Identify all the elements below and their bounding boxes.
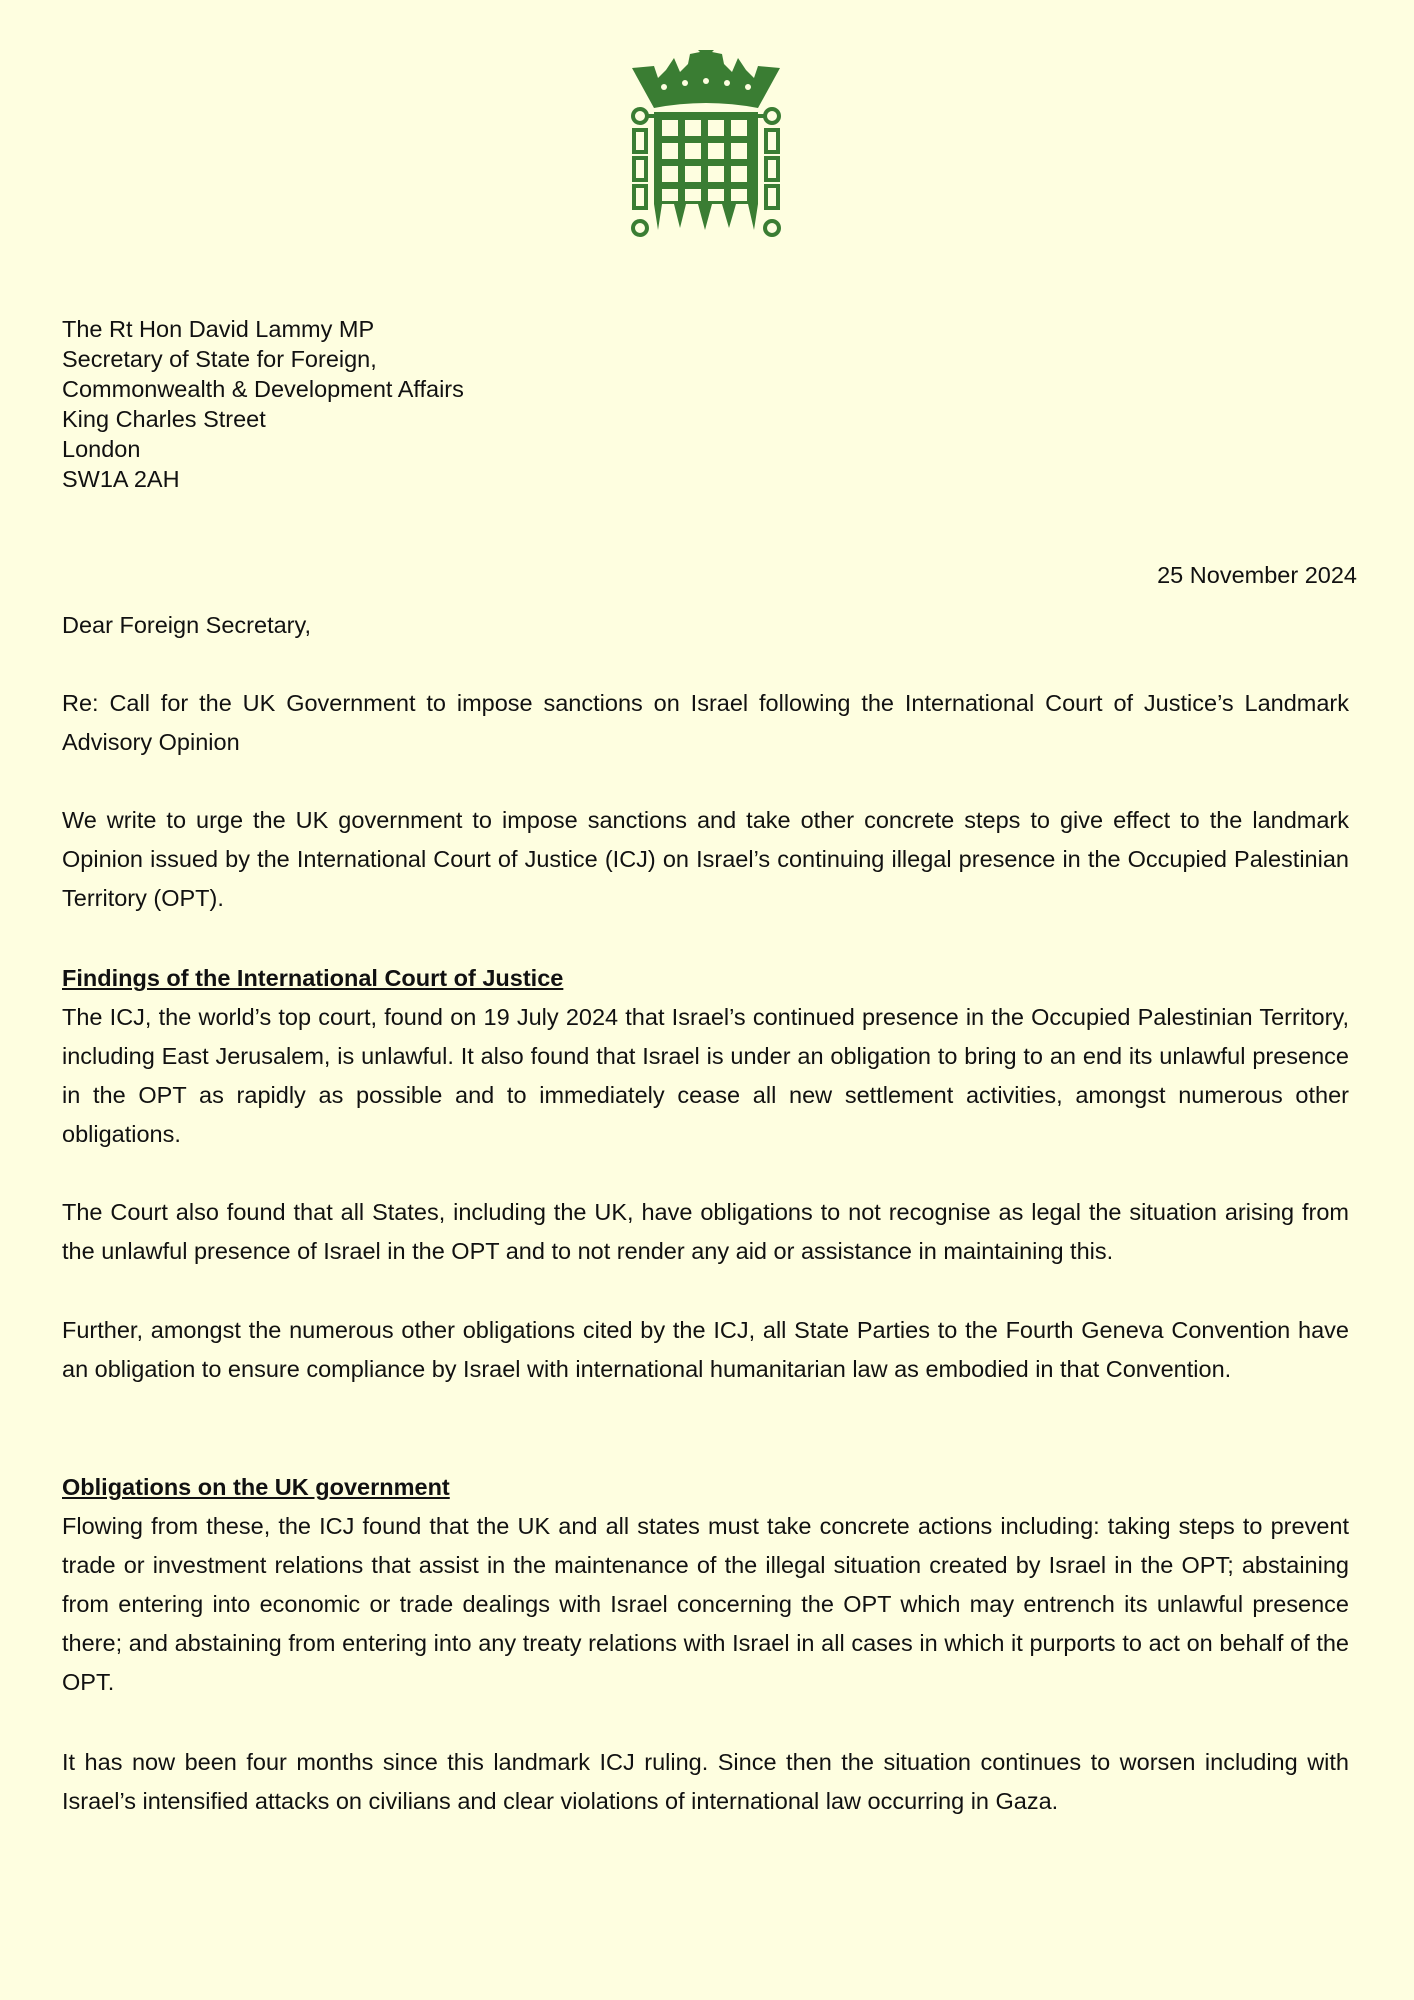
section-heading-obligations: Obligations on the UK government <box>62 1474 450 1500</box>
intro-paragraph: We write to urge the UK government to impose sanctions and take other concrete steps to give effect to the landmark Opinion issued by the International Court of Justice (ICJ) on Israel’s continuing illegal presence in the Occupied Palestinian Territory (OPT). <box>62 807 1349 911</box>
recipient-address <box>62 314 464 494</box>
address-line: Commonwealth & Development Affairs <box>62 376 464 402</box>
address-line: Secretary of State for Foreign, <box>62 346 377 372</box>
letter-date: 25 November 2024 <box>1157 562 1357 588</box>
paragraph: The Court also found that all States, including the UK, have obligations to not recognise as legal the situation arising from the unlawful presence of Israel in the OPT and to not render any aid or assistance in maintaining this. <box>62 1199 1349 1264</box>
address-line: London <box>62 436 141 462</box>
address-line: The Rt Hon David Lammy MP <box>62 316 375 342</box>
salutation: Dear Foreign Secretary, <box>62 612 312 638</box>
subject-line: Re: Call for the UK Government to impose sanctions on Israel following the International Court of Justice’s Landmark Advisory Opinion <box>62 690 1349 755</box>
address-line: SW1A 2AH <box>62 466 180 492</box>
address-line: King Charles Street <box>62 406 266 432</box>
portcullis-logo <box>628 50 784 238</box>
paragraph: Further, amongst the numerous other obligations cited by the ICJ, all State Parties to the Fourth Geneva Convention have an obligation to ensure compliance by Israel with international humanitarian law as embodied in that Convention. <box>62 1317 1349 1382</box>
paragraph: It has now been four months since this landmark ICJ ruling. Since then the situation continues to worsen including with Israel’s intensified attacks on civilians and clear violations of international law occurring in Gaza. <box>62 1749 1349 1814</box>
paragraph: Flowing from these, the ICJ found that the UK and all states must take concrete actions including: taking steps to prevent trade or investment relations that assist in the maintenance of the illegal situation created by Israel in the OPT; abstaining from entering into economic or trade dealings with Israel concerning the OPT which may entrench its unlawful presence there; and abstaining from entering into any treaty relations with Israel in all cases in which it purports to act on behalf of the OPT. <box>62 1513 1349 1695</box>
section-heading-findings: Findings of the International Court of Justice <box>62 965 564 991</box>
paragraph: The ICJ, the world’s top court, found on 19 July 2024 that Israel’s continued presence in the Occupied Palestinian Territory, including East Jerusalem, is unlawful. It also found that Israel is under an obligation to bring to an end its unlawful presence in the OPT as rapidly as possible and to immediately cease all new settlement activities, amongst numerous other obligations. <box>62 1004 1349 1147</box>
